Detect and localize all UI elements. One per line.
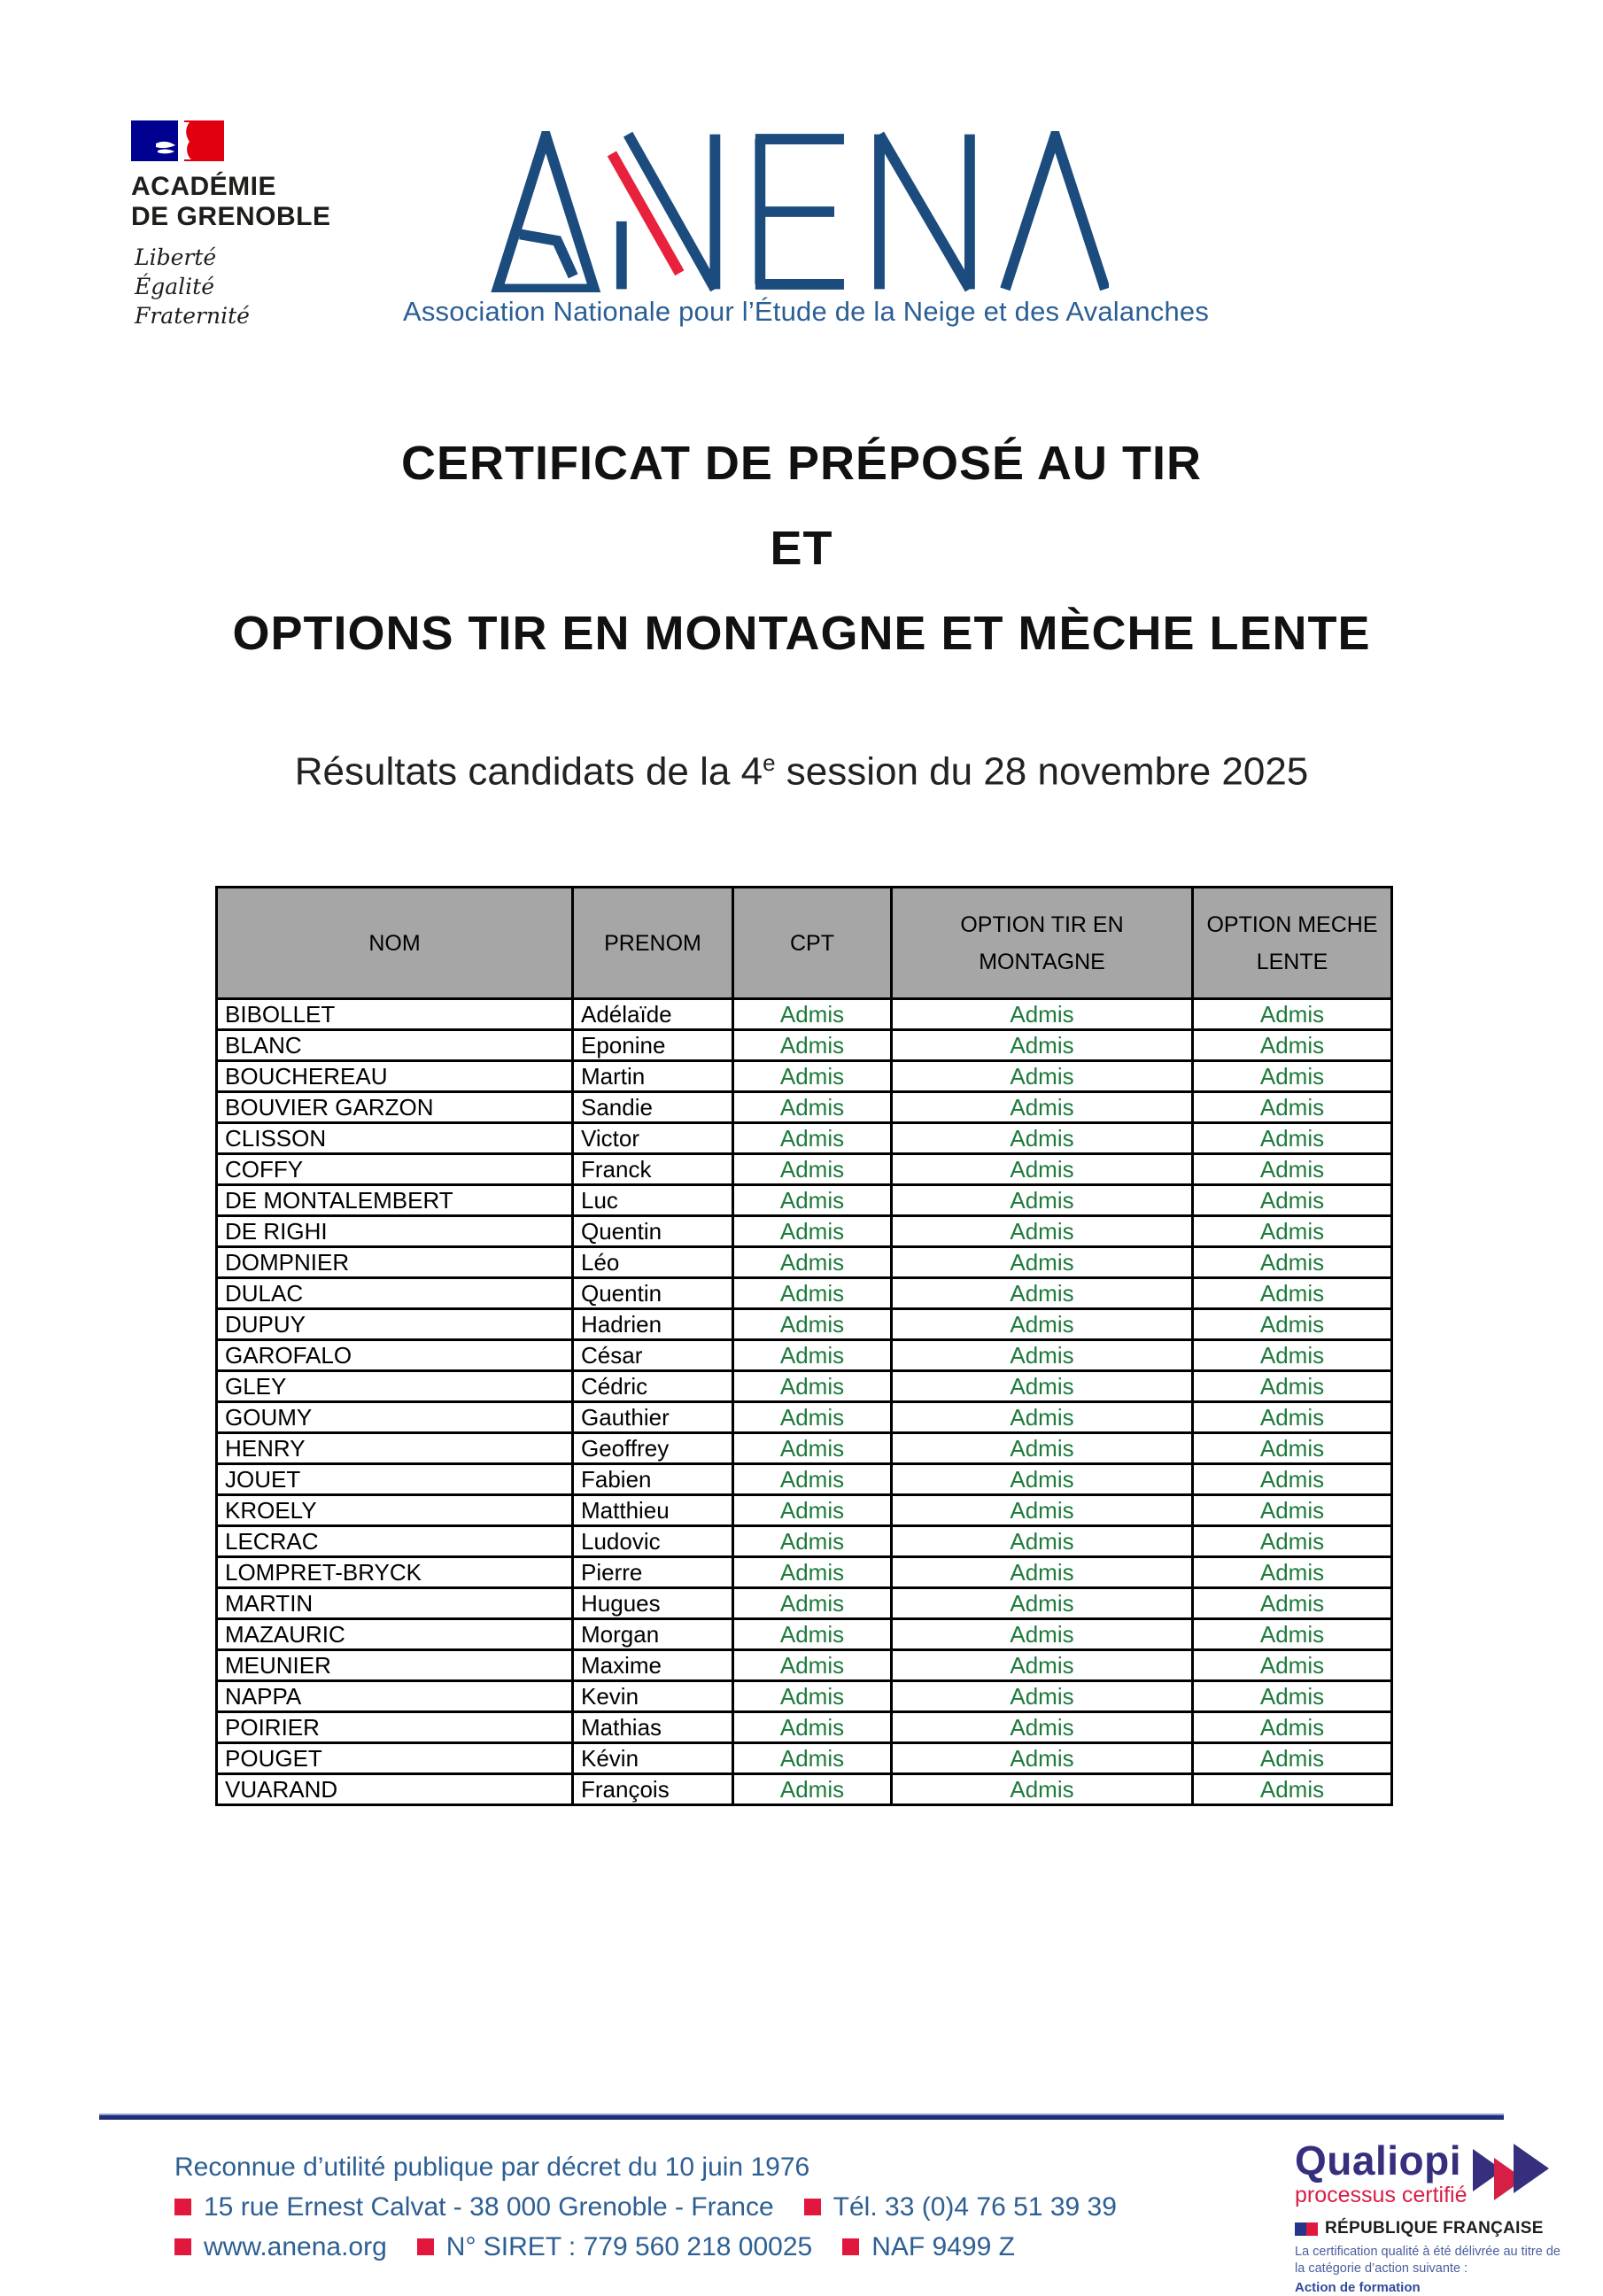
table-row <box>217 1743 1392 1774</box>
table-row <box>217 1495 1392 1526</box>
cell-nom: GOUMY <box>217 1402 573 1433</box>
cell-option-meche-result: Admis <box>1193 1712 1392 1743</box>
cell-cpt-result: Admis <box>733 1371 892 1402</box>
cell-cpt-result: Admis <box>733 1743 892 1774</box>
cell-option-tir-result: Admis <box>892 1619 1193 1650</box>
cell-cpt-result: Admis <box>733 1216 892 1247</box>
table-row <box>217 1278 1392 1309</box>
cell-option-tir-result: Admis <box>892 1433 1193 1464</box>
cell-option-tir-result: Admis <box>892 1588 1193 1619</box>
cell-option-meche-result: Admis <box>1193 1774 1392 1805</box>
cert-text-line1: La certification qualité à été délivrée au <box>1295 2245 1518 2259</box>
cell-cpt-result: Admis <box>733 1185 892 1216</box>
cell-option-meche-result: Admis <box>1193 1154 1392 1185</box>
session-subtitle-prefix: Résultats candidats de la 4 <box>294 749 763 794</box>
table-row <box>217 999 1392 1030</box>
cell-option-tir-result: Admis <box>892 1340 1193 1371</box>
table-row <box>217 1712 1392 1743</box>
table-row <box>217 1061 1392 1092</box>
cell-option-meche-result: Admis <box>1193 1185 1392 1216</box>
qualiopi-logo-text: Qualiopi <box>1295 2137 1461 2184</box>
cell-option-tir-result: Admis <box>892 1123 1193 1154</box>
table-row <box>217 1247 1392 1278</box>
table-row <box>217 1154 1392 1185</box>
cell-nom: GAROFALO <box>217 1340 573 1371</box>
qualiopi-arrows-icon <box>1473 2142 1551 2204</box>
cell-nom: DE MONTALEMBERT <box>217 1185 573 1216</box>
cell-cpt-result: Admis <box>733 999 892 1030</box>
document-title-line2: ET <box>770 522 833 575</box>
cell-option-meche-result: Admis <box>1193 1557 1392 1588</box>
table-row <box>217 1309 1392 1340</box>
column-header-nom: NOM <box>217 888 573 999</box>
cell-cpt-result: Admis <box>733 1526 892 1557</box>
cell-cpt-result: Admis <box>733 1030 892 1061</box>
session-subtitle-suffix: session du 28 novembre 2025 <box>775 749 1309 794</box>
cell-cpt-result: Admis <box>733 1619 892 1650</box>
table-row <box>217 1619 1392 1650</box>
cell-nom: POIRIER <box>217 1712 573 1743</box>
footer-line-3 <box>174 2227 1282 2267</box>
cell-prenom: Victor <box>573 1123 733 1154</box>
republique-francaise-row <box>1295 2219 1591 2238</box>
motto-fraternite: Fraternité <box>135 303 250 329</box>
cell-cpt-result: Admis <box>733 1557 892 1588</box>
cell-option-meche-result: Admis <box>1193 1092 1392 1123</box>
cell-option-tir-result: Admis <box>892 1712 1193 1743</box>
cell-nom: KROELY <box>217 1495 573 1526</box>
header-row <box>217 888 1392 999</box>
results-table-body <box>217 999 1392 1805</box>
cell-nom: DE RIGHI <box>217 1216 573 1247</box>
cell-nom: DOMPNIER <box>217 1247 573 1278</box>
cell-prenom: Matthieu <box>573 1495 733 1526</box>
red-square-bullet-icon <box>417 2238 434 2255</box>
red-square-bullet-icon <box>174 2199 191 2215</box>
cell-option-meche-result: Admis <box>1193 1216 1392 1247</box>
cell-option-tir-result: Admis <box>892 1247 1193 1278</box>
cell-option-meche-result: Admis <box>1193 1371 1392 1402</box>
cell-option-meche-result: Admis <box>1193 1526 1392 1557</box>
academie-motto <box>131 243 423 330</box>
cell-option-tir-result: Admis <box>892 1092 1193 1123</box>
academie-grenoble-block <box>131 120 423 330</box>
cell-option-meche-result: Admis <box>1193 1743 1392 1774</box>
document-title-line3: OPTIONS TIR EN MONTAGNE ET MÈCHE LENTE <box>232 607 1371 660</box>
cell-option-tir-result: Admis <box>892 1030 1193 1061</box>
cell-cpt-result: Admis <box>733 1340 892 1371</box>
footer-divider-line <box>99 2114 1504 2120</box>
cell-option-meche-result: Admis <box>1193 1061 1392 1092</box>
cell-cpt-result: Admis <box>733 1061 892 1092</box>
cell-option-tir-result: Admis <box>892 1371 1193 1402</box>
red-square-bullet-icon <box>804 2199 821 2215</box>
cell-prenom: Hugues <box>573 1588 733 1619</box>
cell-option-meche-result: Admis <box>1193 1340 1392 1371</box>
table-row <box>217 1650 1392 1681</box>
table-row <box>217 1371 1392 1402</box>
table-row <box>217 1464 1392 1495</box>
cell-nom: MAZAURIC <box>217 1619 573 1650</box>
cell-prenom: Ludovic <box>573 1526 733 1557</box>
cell-option-tir-result: Admis <box>892 1743 1193 1774</box>
results-table-header <box>217 888 1392 999</box>
column-header-prenom: PRENOM <box>573 888 733 999</box>
cell-option-meche-result: Admis <box>1193 1495 1392 1526</box>
qualiopi-certification-block <box>1295 2137 1591 2296</box>
footer-address: 15 rue Ernest Calvat - 38 000 Grenoble - France <box>204 2191 774 2222</box>
cell-nom: JOUET <box>217 1464 573 1495</box>
cell-nom: HENRY <box>217 1433 573 1464</box>
cell-prenom: Maxime <box>573 1650 733 1681</box>
cell-cpt-result: Admis <box>733 1247 892 1278</box>
cell-prenom: Luc <box>573 1185 733 1216</box>
cell-prenom: Cédric <box>573 1371 733 1402</box>
footer-contact-block <box>174 2147 1282 2267</box>
footer-website[interactable]: www.anena.org <box>204 2231 387 2261</box>
cell-nom: LOMPRET-BRYCK <box>217 1557 573 1588</box>
column-header-cpt: CPT <box>733 888 892 999</box>
france-marianne-flag-logo <box>131 120 224 161</box>
cell-prenom: Morgan <box>573 1619 733 1650</box>
cell-nom: DULAC <box>217 1278 573 1309</box>
table-row <box>217 1557 1392 1588</box>
cell-nom: VUARAND <box>217 1774 573 1805</box>
footer-recognition-text: Reconnue d’utilité publique par décret du 10 juin 1976 <box>174 2152 810 2182</box>
cell-prenom: Hadrien <box>573 1309 733 1340</box>
academie-name-line1: ACADÉMIE <box>131 172 277 201</box>
cell-option-tir-result: Admis <box>892 999 1193 1030</box>
cell-cpt-result: Admis <box>733 1588 892 1619</box>
cell-cpt-result: Admis <box>733 1712 892 1743</box>
cell-nom: LECRAC <box>217 1526 573 1557</box>
cell-option-meche-result: Admis <box>1193 1309 1392 1340</box>
cell-option-tir-result: Admis <box>892 1309 1193 1340</box>
footer-phone: Tél. 33 (0)4 76 51 39 39 <box>832 2191 1117 2222</box>
cell-prenom: Pierre <box>573 1557 733 1588</box>
cell-nom: NAPPA <box>217 1681 573 1712</box>
cell-prenom: Geoffrey <box>573 1433 733 1464</box>
cell-option-meche-result: Admis <box>1193 1588 1392 1619</box>
cell-cpt-result: Admis <box>733 1433 892 1464</box>
cell-prenom: Martin <box>573 1061 733 1092</box>
cell-nom: COFFY <box>217 1154 573 1185</box>
academie-name-line2: DE GRENOBLE <box>131 202 331 231</box>
table-row <box>217 1681 1392 1712</box>
footer-naf: NAF 9499 Z <box>871 2231 1015 2261</box>
cell-option-tir-result: Admis <box>892 1774 1193 1805</box>
cell-nom: BIBOLLET <box>217 999 573 1030</box>
document-title-line1: CERTIFICAT DE PRÉPOSÉ AU TIR <box>400 437 1203 490</box>
cell-option-tir-result: Admis <box>892 1278 1193 1309</box>
cell-cpt-result: Admis <box>733 1278 892 1309</box>
cert-text-line2: titre de la catégorie d’action suivante : <box>1295 2245 1560 2276</box>
table-row <box>217 1030 1392 1061</box>
cell-cpt-result: Admis <box>733 1464 892 1495</box>
table-row <box>217 1774 1392 1805</box>
motto-liberte: Liberté <box>135 244 217 270</box>
table-row <box>217 1340 1392 1371</box>
table-row <box>217 1526 1392 1557</box>
table-row <box>217 1402 1392 1433</box>
republique-francaise-label: RÉPUBLIQUE FRANÇAISE <box>1325 2219 1544 2238</box>
cell-nom: POUGET <box>217 1743 573 1774</box>
cell-option-tir-result: Admis <box>892 1526 1193 1557</box>
cell-option-meche-result: Admis <box>1193 1650 1392 1681</box>
footer-line-1 <box>174 2147 1282 2187</box>
cell-nom: BOUCHEREAU <box>217 1061 573 1092</box>
cell-nom: BOUVIER GARZON <box>217 1092 573 1123</box>
cell-option-tir-result: Admis <box>892 1681 1193 1712</box>
cell-prenom: Fabien <box>573 1464 733 1495</box>
cell-option-meche-result: Admis <box>1193 1402 1392 1433</box>
anena-subtitle: Association Nationale pour l’Étude de la Neige et des Avalanches <box>402 296 1210 327</box>
cell-prenom: Mathias <box>573 1712 733 1743</box>
cell-nom: GLEY <box>217 1371 573 1402</box>
column-header-option-tir: OPTION TIR EN MONTAGNE <box>892 888 1193 999</box>
cell-option-meche-result: Admis <box>1193 1619 1392 1650</box>
cell-nom: MARTIN <box>217 1588 573 1619</box>
cell-prenom: Kévin <box>573 1743 733 1774</box>
cell-option-meche-result: Admis <box>1193 1681 1392 1712</box>
cell-prenom: Quentin <box>573 1278 733 1309</box>
cell-option-tir-result: Admis <box>892 1154 1193 1185</box>
cell-prenom: Sandie <box>573 1092 733 1123</box>
cell-nom: BLANC <box>217 1030 573 1061</box>
cell-option-meche-result: Admis <box>1193 1247 1392 1278</box>
table-row <box>217 1185 1392 1216</box>
session-subtitle <box>0 749 1603 795</box>
cell-option-tir-result: Admis <box>892 1185 1193 1216</box>
qualiopi-tagline: processus certifié <box>1295 2183 1467 2207</box>
cell-option-meche-result: Admis <box>1193 999 1392 1030</box>
cell-option-tir-result: Admis <box>892 1464 1193 1495</box>
cell-prenom: Quentin <box>573 1216 733 1247</box>
cell-cpt-result: Admis <box>733 1154 892 1185</box>
cell-prenom: Léo <box>573 1247 733 1278</box>
cell-option-meche-result: Admis <box>1193 1464 1392 1495</box>
cell-cpt-result: Admis <box>733 1092 892 1123</box>
cell-option-meche-result: Admis <box>1193 1278 1392 1309</box>
cell-option-meche-result: Admis <box>1193 1123 1392 1154</box>
table-row <box>217 1588 1392 1619</box>
cell-cpt-result: Admis <box>733 1123 892 1154</box>
cell-option-tir-result: Admis <box>892 1216 1193 1247</box>
cell-option-meche-result: Admis <box>1193 1433 1392 1464</box>
footer-siret: N° SIRET : 779 560 218 00025 <box>445 2231 813 2261</box>
qualiopi-certification-text <box>1295 2244 1560 2296</box>
table-row <box>217 1092 1392 1123</box>
table-row <box>217 1123 1392 1154</box>
cell-cpt-result: Admis <box>733 1650 892 1681</box>
table-row <box>217 1216 1392 1247</box>
cell-option-tir-result: Admis <box>892 1650 1193 1681</box>
academie-name <box>131 172 423 232</box>
cell-prenom: Gauthier <box>573 1402 733 1433</box>
mini-french-flag-icon <box>1295 2222 1318 2236</box>
cell-prenom: Franck <box>573 1154 733 1185</box>
cell-option-tir-result: Admis <box>892 1402 1193 1433</box>
cell-prenom: Adélaïde <box>573 999 733 1030</box>
cell-option-tir-result: Admis <box>892 1061 1193 1092</box>
red-square-bullet-icon <box>842 2238 859 2255</box>
anena-logo <box>489 131 1109 292</box>
cell-cpt-result: Admis <box>733 1309 892 1340</box>
cell-nom: CLISSON <box>217 1123 573 1154</box>
motto-egalite: Égalité <box>135 274 214 299</box>
cell-option-meche-result: Admis <box>1193 1030 1392 1061</box>
cell-cpt-result: Admis <box>733 1774 892 1805</box>
column-header-option-meche: OPTION MECHE LENTE <box>1193 888 1392 999</box>
table-row <box>217 1433 1392 1464</box>
red-square-bullet-icon <box>174 2238 191 2255</box>
cell-prenom: Kevin <box>573 1681 733 1712</box>
cell-cpt-result: Admis <box>733 1681 892 1712</box>
results-table <box>215 886 1393 1806</box>
qualiopi-brand-row <box>1295 2137 1591 2208</box>
cell-cpt-result: Admis <box>733 1495 892 1526</box>
cell-option-tir-result: Admis <box>892 1557 1193 1588</box>
cell-nom: DUPUY <box>217 1309 573 1340</box>
cell-nom: MEUNIER <box>217 1650 573 1681</box>
cell-prenom: François <box>573 1774 733 1805</box>
footer-line-2 <box>174 2187 1282 2227</box>
cell-option-tir-result: Admis <box>892 1495 1193 1526</box>
cert-action-label: Action de formation <box>1295 2280 1421 2295</box>
session-subtitle-ordinal: e <box>763 749 776 776</box>
cell-cpt-result: Admis <box>733 1402 892 1433</box>
cell-prenom: Eponine <box>573 1030 733 1061</box>
cell-prenom: César <box>573 1340 733 1371</box>
